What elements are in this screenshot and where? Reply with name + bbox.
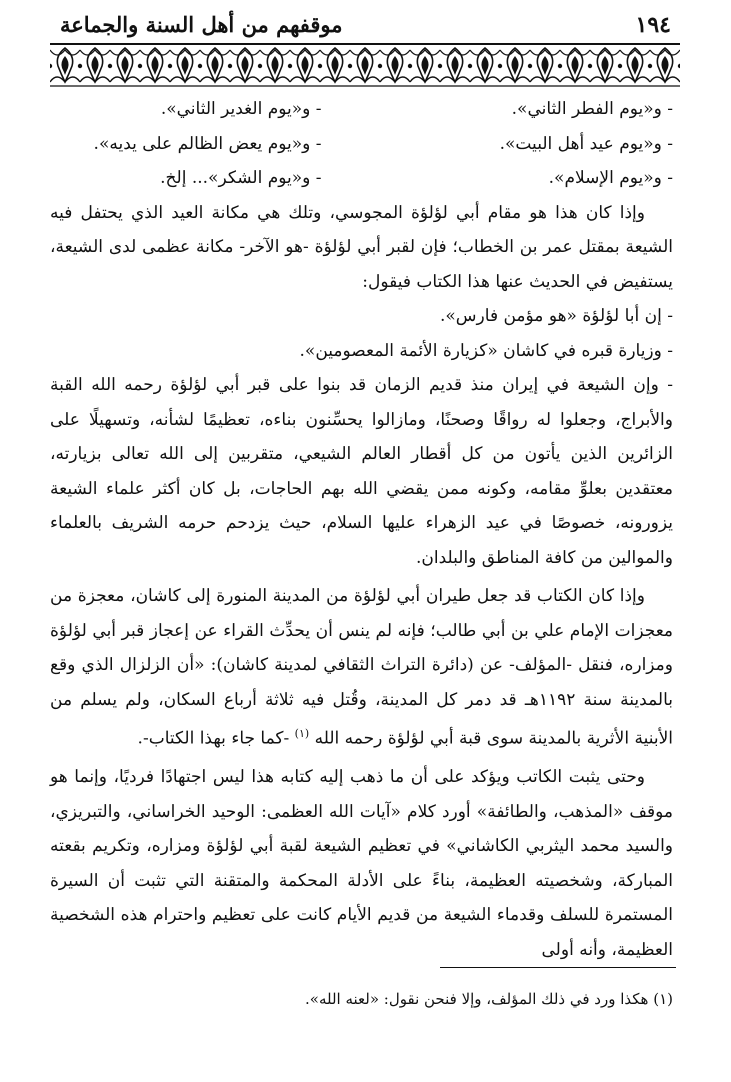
decorative-arabesque-border-icon <box>50 42 680 88</box>
list-item: - و«يوم يعض الظالم على يديه». <box>93 133 322 154</box>
list-item: - و«يوم عيد أهل البيت». <box>499 133 673 154</box>
main-text <box>50 92 673 967</box>
bullet-line: - وزيارة قبره في كاشان «كزيارة الأئمة المعصومين». <box>299 340 673 361</box>
page-number: ١٩٤ <box>635 12 671 38</box>
list-row <box>50 92 673 127</box>
list-row <box>50 161 673 196</box>
paragraph: وإذا كان هذا هو مقام أبي لؤلؤة المجوسي، وتلك هي مكانة العيد الذي يحتفل فيه الشيعة بمقتل عمر بن الخطاب؛ فإن لقبر أبي لؤلؤة -هو الآخر- مكانة عظمى لدى الشيعة، يستفيض في الحديث عنها هذا الكتاب فيقول: <box>50 202 673 292</box>
page-header <box>60 12 671 42</box>
footnote-reference: (١) <box>294 727 310 740</box>
list-item: - و«يوم الغدير الثاني». <box>160 99 322 119</box>
paragraph-text: -كما جاء بهذا الكتاب-. <box>137 728 295 749</box>
paragraph: وحتى يثبت الكاتب ويؤكد على أن ما ذهب إليه كتابه هذا ليس اجتهادًا فرديًا، وإنما هو موقف «المذهب، والطائفة» أورد كلام «آيات الله العظمى: الوحيد الخراساني، والتبريزي، والسيد محمد اليثربي الكاشاني» في تعظيم الشيعة لقبة أبي لؤلؤة ومزاره، وتكريم بقعته المباركة، وشخصيته العظيمة، بناءً على الأدلة المحكمة والمتقنة التي تثبت أن السيرة المستمرة للسلف وقدماء الشيعة من قديم الأيام كانت على تعظيم واحترام هذه الشخصية العظيمة، وأنه أولى <box>50 767 673 960</box>
list-item: - و«يوم الإسلام». <box>548 168 673 188</box>
bullet-line: - وإن الشيعة في إيران منذ قديم الزمان قد بنوا على قبر أبي لؤلؤة رحمه الله القبة والأبراج، وجعلوا له رواقًا وصحنًا، ومازالوا يحسِّنون بناءه، تعظيمًا لشأنه، وتسهيلًا على الزائرين الذين يأتون من كل أقطار العالم الشيعي، متقربين إلى الله تعالى بزيارته، معتقدين بعلوِّ مقامه، وكونه ممن يقضي الله بهم الحاجات، بل كان أكثر علماء الشيعة يزورونه، خصوصًا في عيد الزهراء عليها السلام، حيث يزدحم حرمه الشريف بالعلماء والموالين من كافة المناطق والبلدان. <box>50 375 673 568</box>
bullet-line: - إن أبا لؤلؤة «هو مؤمن فارس». <box>440 306 673 326</box>
footnote: (١) هكذا ورد في ذلك المؤلف، وإلا فنحن نقول: «لعنه الله». <box>305 990 673 1008</box>
paragraph-text: وإذا كان الكتاب قد جعل طيران أبي لؤلؤة من المدينة المنورة إلى كاشان، معجزة من معجزات الإمام علي بن أبي طالب؛ فإنه لم ينس أن يحدِّث القراء عن إعجاز قبر أبي لؤلؤة ومزاره، فنقل -المؤلف- عن (دائرة التراث الثقافي لمدينة كاشان): «أن الزلزال الذي وقع بالمدينة سنة ١١٩٢هـ قد دمر كل المدينة، وقُتل فيه ثلاثة أرباع السكان، ولم يسلم من الأبنية الأثرية بالمدينة سوى قبة أبي لؤلؤة رحمه الله <box>50 586 673 749</box>
footnote-divider <box>440 967 676 968</box>
paragraph <box>50 579 673 756</box>
list-row <box>50 127 673 162</box>
running-title: موقفهم من أهل السنة والجماعة <box>60 12 343 37</box>
list-item: - و«يوم الشكر»... إلخ. <box>160 168 322 188</box>
list-item: - و«يوم الفطر الثاني». <box>511 99 673 119</box>
